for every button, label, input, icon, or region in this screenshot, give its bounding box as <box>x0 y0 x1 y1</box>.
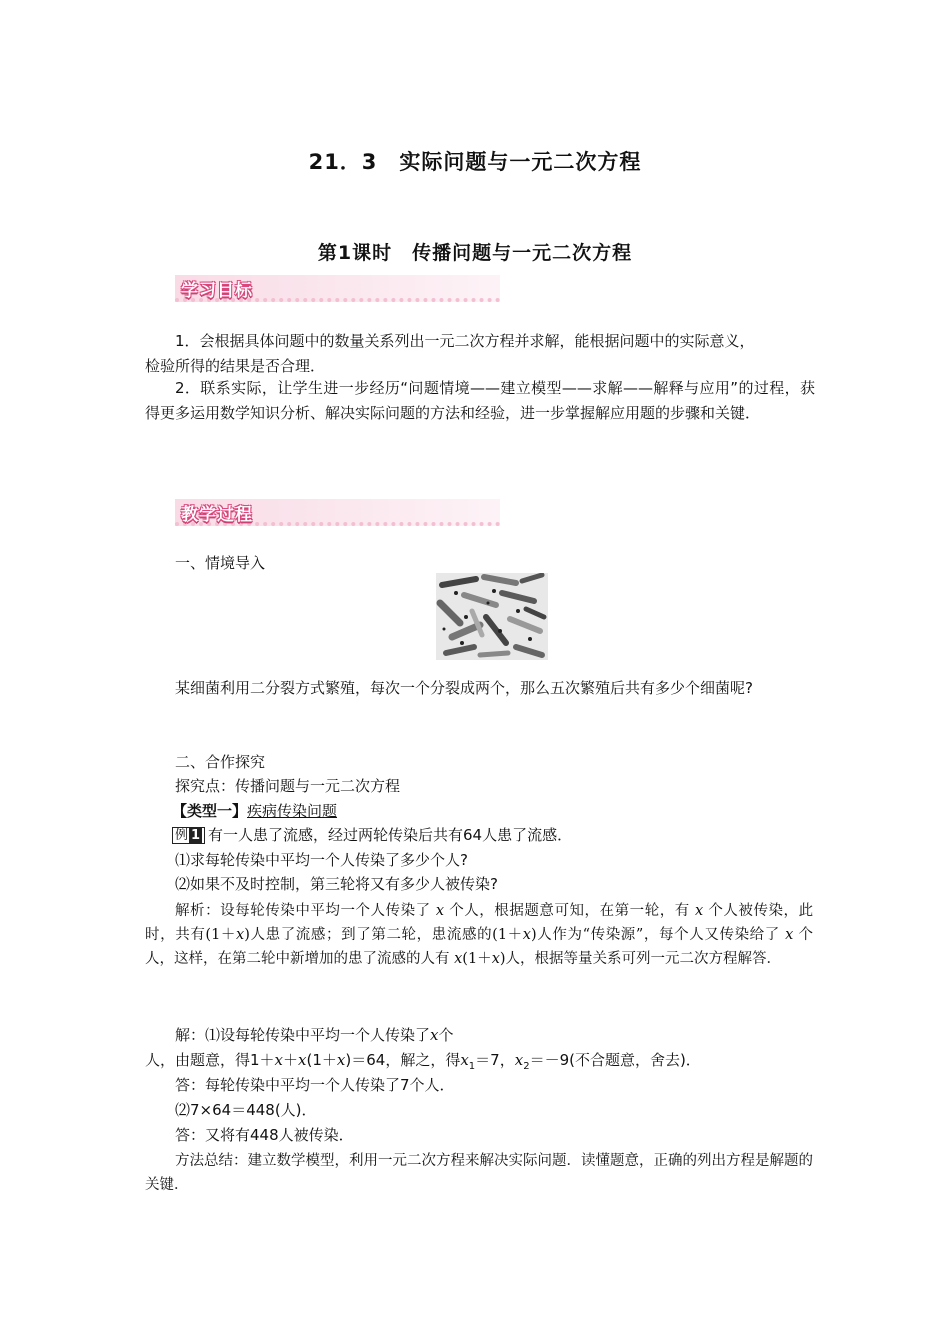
solution-line-1: 解：⑴设每轮传染中平均一个人传染了x个 <box>175 1026 454 1044</box>
part-1-heading: 一、情境导入 <box>175 554 266 572</box>
example-statement <box>172 824 572 846</box>
section-banner-process <box>175 499 500 526</box>
bacteria-image <box>436 573 548 660</box>
question-1: ⑴求每轮传染中平均一个人传染了多少个人? <box>175 851 468 869</box>
goal-1-line-1: 1．会根据具体问题中的数量关系列出一元二次方程并求解，能根据问题中的实际意义， <box>175 332 755 350</box>
main-title: 21．3 实际问题与一元二次方程 <box>308 150 642 174</box>
part-2-heading: 二、合作探究 <box>175 753 266 771</box>
example-badge: 例 1 <box>172 827 205 844</box>
solution-line-2: 人，由题意，得1＋x＋x(1＋x)＝64，解之，得$x_1=7$，$x_2=-9$(不合题意，舍去)． <box>145 1051 701 1072</box>
type-heading <box>172 800 337 822</box>
method-summary: 方法总结：建立数学模型，利用一元二次方程来解决实际问题．读懂题意，正确的列出方程是解题的关键． <box>145 1153 813 1193</box>
answer-2: 答：又将有448人被传染． <box>175 1126 354 1144</box>
analysis-paragraph: 解析：设每轮传染中平均一个人传染了 x 个人，根据题意可知，在第一轮，有 x 个人被传染，此时，共有(1＋x)人患了流感；到了第二轮，患流感的(1＋x)人作为“传染源”，每个人又传染给了 x 个人，这样，在第二轮中新增加的患了流感的人有 x(1＋x)人，根据等量关系可列一元二次方程解答． <box>145 903 814 967</box>
bacteria-illustration <box>436 573 548 660</box>
goal-1-line-2: 检验所得的结果是否合理． <box>145 357 326 375</box>
explore-point: 探究点：传播问题与一元二次方程 <box>175 777 401 795</box>
banner-label: 学习目标 <box>181 281 253 301</box>
question-2: ⑵如果不及时控制，第三轮将又有多少人被传染? <box>175 875 498 893</box>
banner-label: 教学过程 <box>181 505 253 525</box>
calculation-2: ⑵7×64＝448(人)． <box>175 1101 317 1119</box>
type-name: 疾病传染问题 <box>247 802 338 820</box>
example-number: 1 <box>190 828 201 843</box>
answer-1: 答：每轮传染中平均一个人传染了7个人． <box>175 1076 455 1094</box>
section-banner-goals <box>175 275 500 302</box>
goal-2: 2．联系实际，让学生进一步经历“问题情境——建立模型——求解——解释与应用”的过程，获得更多运用数学知识分析、解决实际问题的方法和经验，进一步掌握解应用题的步骤和关键． <box>145 379 815 422</box>
example-text: 有一人患了流感，经过两轮传染后共有64人患了流感． <box>208 826 573 844</box>
intro-question: 某细菌利用二分裂方式繁殖，每次一个分裂成两个，那么五次繁殖后共有多少个细菌呢? <box>175 679 753 697</box>
lesson-title: 第1课时 传播问题与一元二次方程 <box>317 242 633 264</box>
type-label: 【类型一】 <box>172 802 248 820</box>
